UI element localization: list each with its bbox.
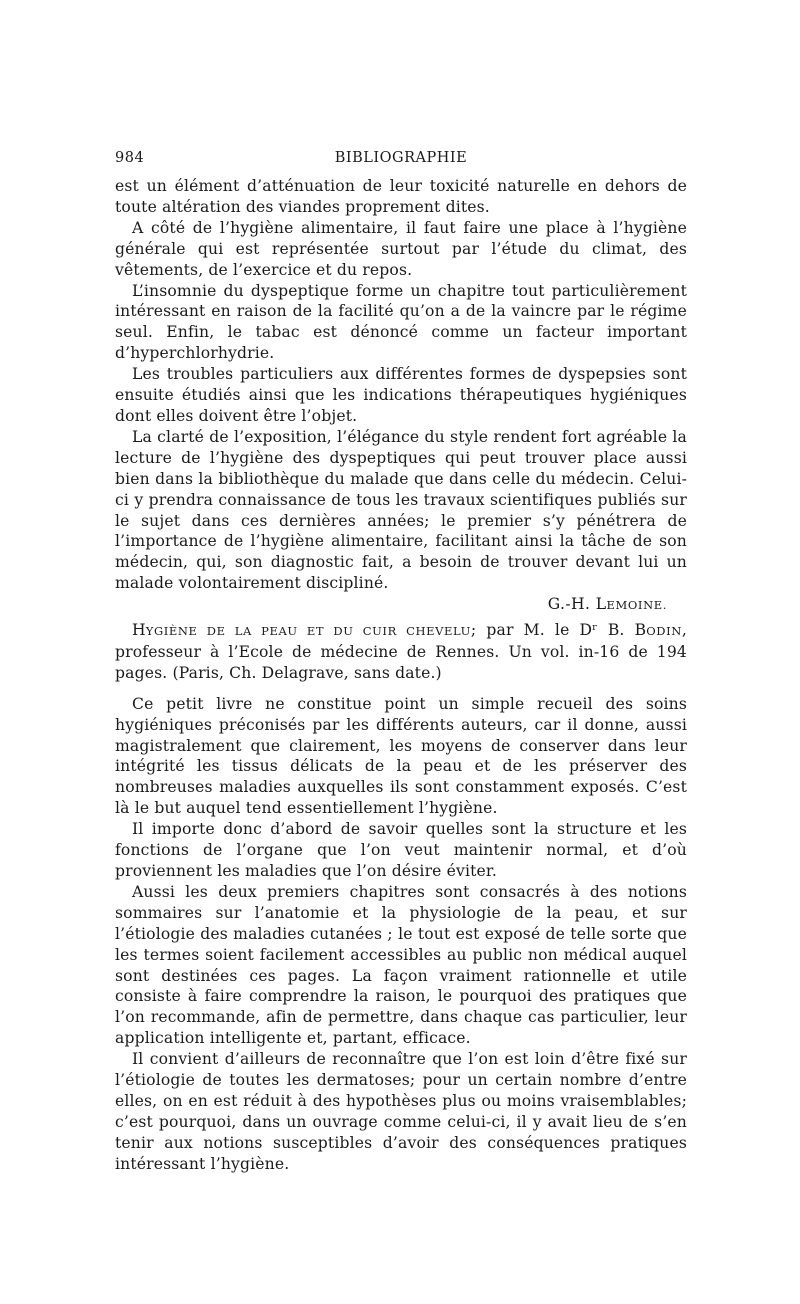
book-details: , professeur à l’Ecole de médecine de Rennes. Un vol. in-16 de 194 pages. (Paris, Ch. Delagrave, sans date.) [115, 621, 687, 682]
book-title-initial: H [132, 621, 146, 640]
book-title: YGIÈNE DE LA PEAU ET DU CUIR CHEVELU [145, 624, 471, 639]
paragraph: Il convient d’ailleurs de reconnaître que l’on est loin d’être fixé sur l’étiologie de toutes les dermatoses; pour un certain nombre d’entre elles, on en est réduit à des hypothèses plus ou moins vraisemblables; c’est pourquoi, dans un ouvrage comme celui-ci, il y avait lieu de s’en tenir aux notions susceptibles d’avoir des conséquences pratiques intéressant l’hygiène. [115, 1050, 687, 1173]
signature-surname: EMOINE. [606, 598, 667, 613]
paragraph: Aussi les deux premiers chapitres sont consacrés à des notions sommaires sur l’anatomie et la physiologie de la peau, et sur l’étiologie des maladies cutanées ; le tout est exposé de telle sorte que les termes soient facilement accessibles au public non médical auquel sont destinées ces pages. La façon vraiment rationnelle et utile consiste à faire comprendre la raison, le pourquoi des pratiques que l’on recommande, afin de permettre, dans chaque cas particulier, leur application intelligente et, partant, efficace. [115, 882, 687, 1048]
page [115, 146, 687, 1175]
paragraph: La clarté de l’exposition, l’élégance du style rendent fort agréable la lecture de l’hygiène des dyspeptiques qui peut trouver place aussi bien dans la bibliothèque du malade que dans celle du médecin. Celui-ci y prendra connaissance de tous les travaux scientifiques publiés sur le sujet dans ces dernières années; le premier s’y pénétrera de l’importance de l’hygiène alimentaire, facilitant ainsi la tâche de son médecin, qui, son diagnostic fait, a besoin de trouver devant lui un malade volontairement discipliné. [115, 427, 687, 593]
paragraph: L’insomnie du dyspeptique forme un chapitre tout particulièrement intéressant en raison de la facilité qu’on a de la vaincre par le régime seul. Enfin, le tabac est dénoncé comme un facteur important d’hyperchlorhydrie. [115, 281, 687, 363]
paragraph: est un élément d’atténuation de leur toxicité naturelle en dehors de toute altération des viandes proprement dites. [115, 177, 687, 216]
book-author: ODIN [646, 624, 682, 639]
running-head [115, 146, 687, 176]
running-title: BIBLIOGRAPHIE [334, 150, 468, 166]
paragraph: Ce petit livre ne constitue point un simple recueil des soins hygiéniques préconisés par les différents auteurs, car il donne, aussi magistralement que clairement, les moyens de conserver dans leur intégrité les tissus délicats de la peau et de les préserver des nombreuses maladies auxquelles ils sont constamment exposés. C’est là le but auquel tend essentiellement l’hygiène. [115, 694, 687, 818]
page-number: 984 [115, 150, 145, 166]
book-author-prefix: ; par M. le Dʳ B. B [470, 621, 647, 640]
paragraph: Il importe donc d’abord de savoir quelles sont la structure et les fonctions de l’organe que l’on veut maintenir normal, et d’où proviennent les maladies que l’on désire éviter. [115, 820, 687, 880]
paragraph: A côté de l’hygiène alimentaire, il faut faire une place à l’hygiène générale qui est représentée surtout par l’étude du climat, des vêtements, de l’exercice et du repos. [115, 218, 687, 279]
paragraph: Les troubles particuliers aux différentes formes de dyspepsies sont ensuite étudiés ainsi que les indications thérapeutiques hygiéniques dont elles doivent être l’objet. [115, 365, 687, 425]
signature-initials: G.-H. L [547, 595, 607, 614]
review-signature [115, 594, 687, 616]
book-entry [115, 620, 687, 684]
